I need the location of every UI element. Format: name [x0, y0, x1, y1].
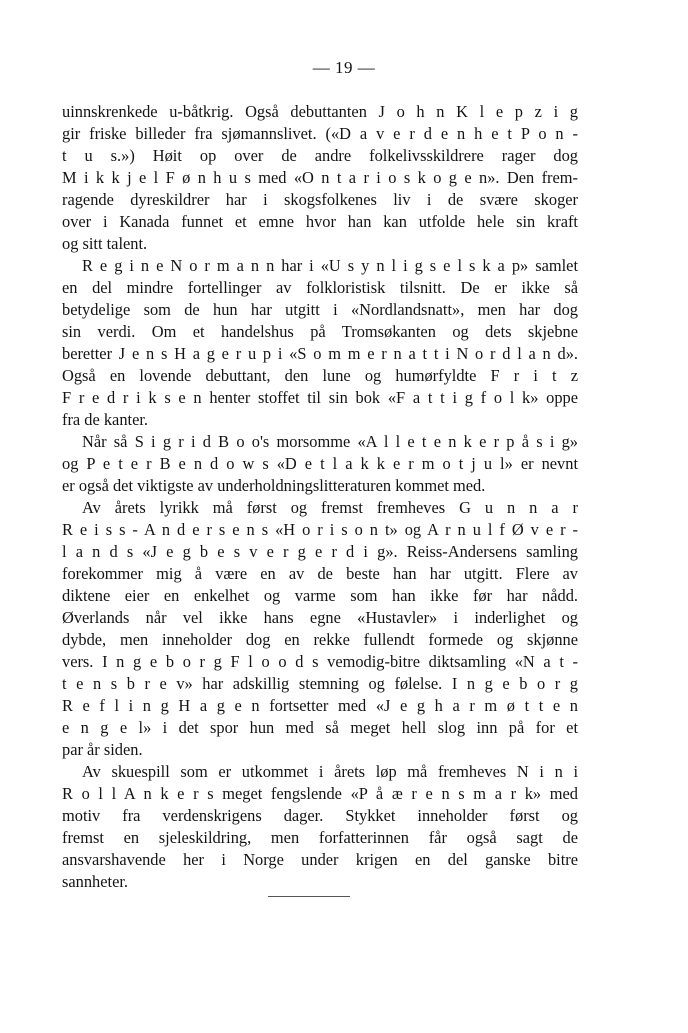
- text-line: Øverlands når vel ikke hans egne «Hustavler» i inderlighet og: [62, 608, 578, 627]
- text-line: dybde, men inneholder dog en rekke fullendt formede og skjønne: [62, 630, 578, 649]
- text-line: Av skuespill som er utkommet i årets løp må fremheves N i n i: [82, 762, 578, 781]
- end-divider: [268, 896, 350, 897]
- text-line: og P e t e r B e n d o w s «D e t l a k k e r m o t j u l» er nevnt: [62, 454, 578, 473]
- text-line: M i k k j e l F ø n h u s med «O n t a r i o s k o g e n». Den frem-: [62, 168, 578, 187]
- text-line: og sitt talent.: [62, 234, 148, 253]
- text-line: uinnskrenkede u-båtkrig. Også debuttanten J o h n K l e p z i g: [62, 102, 578, 121]
- text-line: l a n d s «J e g b e s v e r g e r d i g». Reiss-Andersens samling: [62, 542, 578, 561]
- text-line: t e n s b r e v» har adskillig stemning og følelse. I n g e b o r g: [62, 674, 578, 693]
- text-line: Av årets lyrikk må først og fremst fremheves G u n n a r: [82, 498, 578, 517]
- page-number: — 19 —: [312, 58, 376, 77]
- text-line: er også det viktigste av underholdningslitteraturen kommet med.: [62, 476, 486, 495]
- text-line: forekommer mig å være en av de beste han har utgitt. Flere av: [62, 564, 578, 583]
- text-line: fra de kanter.: [62, 410, 149, 429]
- text-line: diktene eier en enkelhet og varme som han ikke før har nådd.: [62, 586, 578, 605]
- text-line: R e i s s - A n d e r s e n s «H o r i s o n t» og A r n u l f Ø v e r -: [62, 520, 578, 539]
- text-line: sin verdi. Om et handelshus på Tromsøkanten og dets skjebne: [62, 322, 578, 341]
- text-line: sannheter.: [62, 872, 128, 891]
- text-line: par år siden.: [62, 740, 143, 759]
- text-line: betydelige som de hun har utgitt i «Nordlandsnatt», men har dog: [62, 300, 578, 319]
- text-line: motiv fra verdenskrigens dager. Stykket inneholder først og: [62, 806, 578, 825]
- text-line: e n g e l» i det spor hun med så meget hell slog inn på for et: [62, 718, 578, 737]
- text-line: R o l l A n k e r s meget fengslende «P å æ r e n s m a r k» med: [62, 784, 578, 803]
- text-line: Også en lovende debuttant, den lune og humørfyldte F r i t z: [62, 366, 578, 385]
- text-line: R e g i n e N o r m a n n har i «U s y n l i g s e l s k a p» samlet: [82, 256, 578, 275]
- text-line: en del mindre fortellinger av folkloristisk tilsnitt. De er ikke så: [62, 278, 578, 297]
- text-line: gir friske billeder fra sjømannslivet. («D a v e r d e n h e t P o n -: [62, 124, 578, 143]
- text-line: fremst en sjeleskildring, men forfatterinnen får også sagt de: [62, 828, 578, 847]
- text-line: ansvarshavende her i Norge under krigen en del ganske bitre: [62, 850, 578, 869]
- text-line: t u s.») Høit op over de andre folkelivsskildrere rager dog: [62, 146, 578, 165]
- body-text: [62, 101, 578, 893]
- text-line: ragende dyreskildrer har i skogsfolkenes liv i de svære skoger: [62, 190, 578, 209]
- text-line: vers. I n g e b o r g F l o o d s vemodig-bitre diktsamling «N a t -: [62, 652, 578, 671]
- text-line: F r e d r i k s e n henter stoffet til sin bok «F a t t i g f o l k» oppe: [62, 388, 578, 407]
- text-line: Når så S i g r i d B o o's morsomme «A l l e t e n k e r p å s i g»: [82, 432, 578, 451]
- text-line: beretter J e n s H a g e r u p i «S o m m e r n a t t i N o r d l a n d».: [62, 344, 578, 363]
- text-line: R e f l i n g H a g e n fortsetter med «J e g h a r m ø t t e n: [62, 696, 578, 715]
- text-line: over i Kanada funnet et emne hvor han kan utfolde hele sin kraft: [62, 212, 578, 231]
